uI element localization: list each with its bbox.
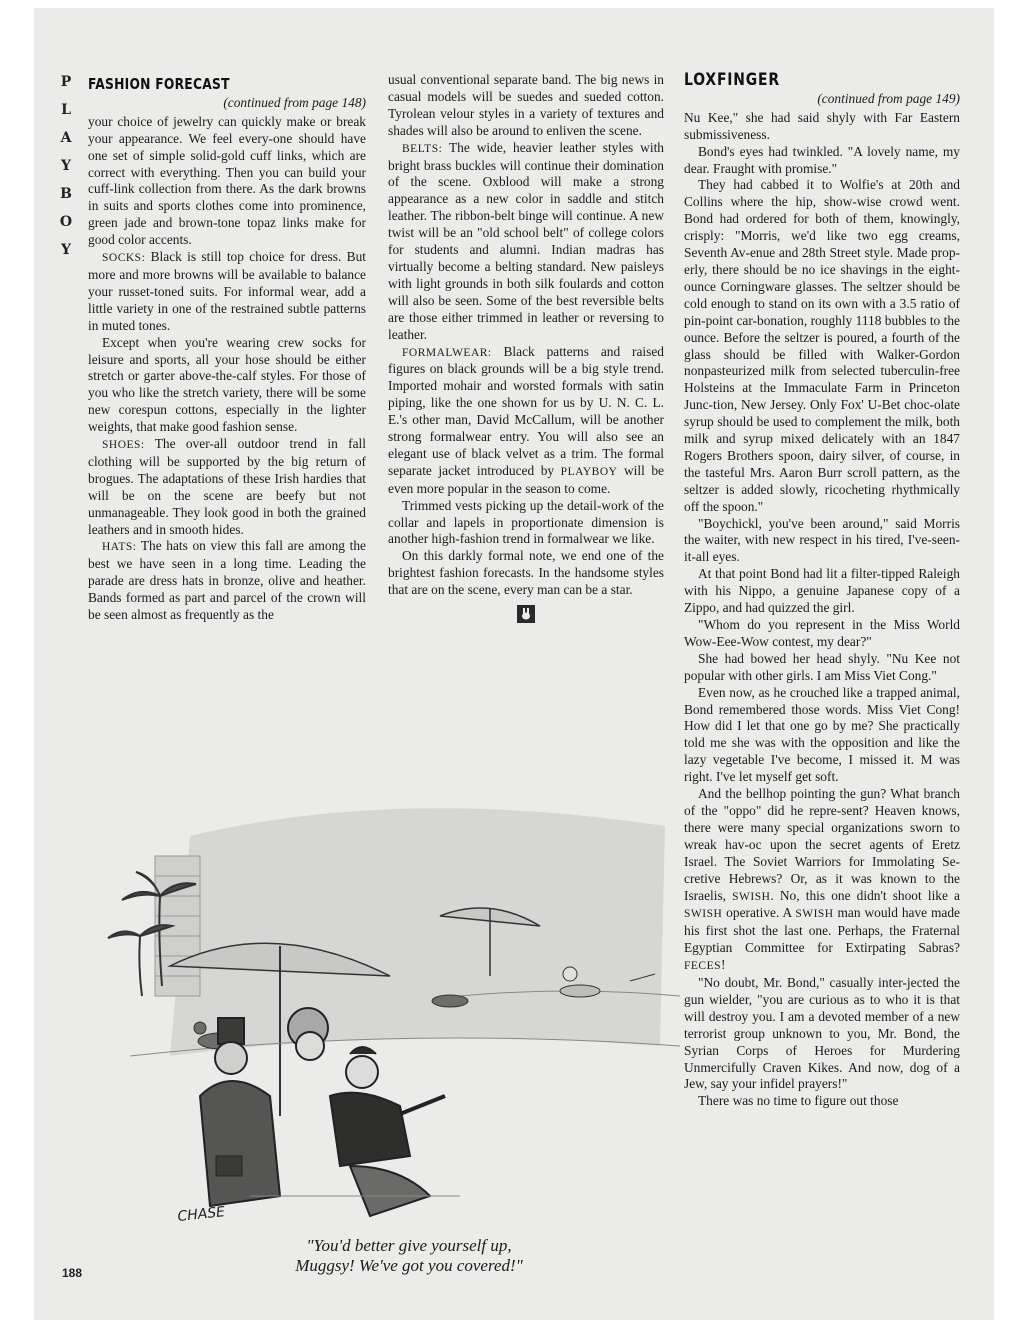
- continued-note: (continued from page 149): [817, 90, 960, 106]
- section-heading: LOXFINGER: [684, 70, 780, 90]
- paragraph-shoes: [88, 436, 366, 538]
- paragraph: usual conventional separate band. The big news in casual models will be suedes and sueded cotton. Tyrolean velour styles in a variety of textures and shades will also be around to enliven the scene.: [388, 72, 664, 138]
- page-number: 188: [62, 1266, 83, 1280]
- paragraph-text: Black is still top choice for dress. But more and more browns will be available to balance your russet-toned suits. For informal wear, add a little variety in one of the restrained subtle patterns in muted tones.: [88, 249, 366, 333]
- acronym: SWISH: [795, 908, 834, 921]
- paragraph: "No doubt, Mr. Bond," casually inter-jected the gun wielder, "you are curious as to who it is that will destroy you. I am a devoted member of a new terrorist group unknown to you, Mr. Bond, the Syrian Corps of Heroes for Murdering Unmercifully Craven Kikes. And now, dog of a Jew, say your infidel prayers!": [684, 975, 960, 1092]
- paragraph: They had cabbed it to Wolfie's at 20th and Collins where the hip, show-wise crowd went. Bond had ordered for both of them, knowingly, crisply: "Morris, we'd like two egg creams, Seventh Av-enue and 28th Street style. Made prop-erly, there should be no ice shavings in the eight-ounce Corningware glasses. The seltzer should be cold enough to stand on its own with a 3.5 ratio of pin-point car-bonation, roughly 1118 bubbles to the ounce. Before the seltzer is poured, a fourth of the glass should be filled with Walker-Gordon nonpasteurized milk from selected tuberculin-free Holsteins at the Immaculate Farm in Princeton Junc-tion, New Jersey. Only Fox' U-Bet choc-olate syrup should be used to complement the milk, both milk and syrup mixed delicately with an 1847 Rogers Brothers spoon, dairy silver, of course, in the tasteful Mrs. Aaron Burr scroll pattern, as the seltzer is added slowly, ricocheting rhythmically off the spoon.": [684, 177, 960, 514]
- paragraph-text: The hats on view this fall are among the best we have seen in a long time. Leading the parade are dress hats in bronze, olive and heather. Bands formed as part and parcel of the crown will be seen almost as frequently as the: [88, 538, 366, 623]
- paragraph-text: will be even more popular in the season to come.: [388, 462, 664, 496]
- magazine-page: [34, 8, 994, 1320]
- paragraph-belts: [388, 140, 664, 344]
- paragraph: Except when you're wearing crew socks for leisure and sports, all your hose should be either stretch or garter above-the-calf styles. For those of you who like the stretch variety, there will be some new corespun cottons, especially in the lighter weights, that make good fashion sense.: [88, 334, 366, 435]
- acronym: FECES: [684, 960, 722, 973]
- masthead-vertical: PLAYBOY: [59, 74, 73, 258]
- column-loxfinger: [684, 72, 960, 1110]
- paragraph: your choice of jewelry can quickly make or break your appearance. We feel every-one should have one set of simple solid-gold cuff links, which are correct with everything. Then you can build your cuff-link collection from there. As the dark browns in suits and sports clothes come into prominence, green jade and brown-tone topaz links make for good color accents.: [88, 113, 366, 248]
- paragraph-text: man would have made his first shot the last one. Perhaps, the Fraternal Egyptian Committee for Extirpating Sabras?: [684, 905, 960, 956]
- run-in-label: SHOES:: [102, 439, 145, 452]
- run-in-label: FORMALWEAR:: [402, 346, 492, 359]
- paragraph: [684, 786, 960, 975]
- paragraph-text: Black patterns and raised figures on black grounds will be a big style trend. Imported mohair and worsted formals with satin piping, like the one shown for us by U. N. C. L. E.'s other man, David McCallum, will be another strong formalwear entry. You will also see an elegant use of black velvet as a trim. The formal separate jacket introduced by: [388, 343, 664, 478]
- run-in-label: HATS:: [102, 541, 137, 554]
- paragraph: Bond's eyes had twinkled. "A lovely name, my dear. Fraught with promise.": [684, 143, 960, 176]
- paragraph-text: And the bellhop pointing the gun? What branch of the "oppo" did he repre-sent? Heaven knows, there were many special organizations sworn to wreak hav-oc upon the secret agents of Eretz Israel. The Soviet Warriors for Immolating Se-cretive Hebrews? Or, as it was known to the Israelis,: [684, 786, 960, 903]
- column-fashion-forecast-cont: [388, 72, 664, 628]
- magazine-name: PLAYBOY: [560, 465, 618, 478]
- paragraph: At that point Bond had lit a filter-tipped Raleigh with his Nippo, a genuine Japanese copy of a Zippo, and had quizzed the girl.: [684, 566, 960, 616]
- paragraph-text: !: [721, 957, 726, 973]
- paragraph-text: operative. A: [722, 905, 796, 921]
- paragraph: There was no time to figure out those: [698, 1093, 899, 1109]
- paragraph-socks: [88, 249, 366, 335]
- paragraph: Trimmed vests picking up the detail-work of the collar and lapels in proportionate dimension is another high-fashion trend in formalwear we like.: [388, 497, 664, 547]
- cartoon-caption: [234, 1236, 584, 1276]
- radio-icon: [216, 1156, 242, 1176]
- beach-cartoon-illustration: [100, 796, 680, 1236]
- paragraph: "Whom do you represent in the Miss World Wow-Eee-Wow contest, my dear?": [684, 617, 960, 649]
- artist-signature: CHASE: [176, 1204, 226, 1225]
- paragraph: She had bowed her head shyly. "Nu Kee not popular with other girls. I am Miss Viet Cong.": [684, 650, 960, 683]
- paragraph: On this darkly formal note, we end one of the brightest fashion forecasts. In the handsome styles that are on the scene, every man can be a star.: [388, 548, 664, 598]
- continued-note: (continued from page 148): [223, 94, 366, 110]
- run-in-label: BELTS:: [402, 142, 443, 155]
- acronym: SWISH: [732, 890, 771, 903]
- paragraph-hats: [88, 538, 366, 624]
- paragraph: "Boychickl, you've been around," said Morris the waiter, with new respect in his tired, I've-seen-it-all eyes.: [684, 515, 960, 565]
- column-fashion-forecast: [88, 76, 366, 624]
- paragraph-text: The over-all outdoor trend in fall clothing will be supported by the big return of brogues. The adaptations of these Irish hardies that will be on the scene are beefy but not unmanageable. They look good in both the grained leathers and in smooth hides.: [88, 436, 366, 537]
- rabbit-head-icon: [517, 605, 535, 623]
- paragraph: Nu Kee," she had said shyly with Far Eastern submissiveness.: [684, 109, 960, 142]
- acronym: SWISH: [684, 908, 723, 921]
- paragraph-text: The wide, heavier leather styles with bright brass buckles will continue their domination of the scene. Oxblood will make a strong appearance as a new color in saddle and stitch leather. The ribbon-belt binge will continue. A new twist will be an "old school belt" of college colors for students and alumni. Indian madras has virtually become a belting standard. New paisleys with light grounds in both silk foulards and cotton will also be seen. Some of the best reversible belts are those either trimmed in leather or reversing to leather.: [388, 139, 664, 342]
- section-heading: FASHION FORECAST: [88, 75, 230, 93]
- end-mark: [388, 605, 664, 628]
- run-in-label: SOCKS:: [102, 252, 146, 265]
- paragraph-text: . No, this one didn't shoot like a: [770, 887, 960, 903]
- caption-line: "You'd better give yourself up,: [306, 1236, 512, 1255]
- paragraph: Even now, as he crouched like a trapped animal, Bond remembered those words. Miss Viet Cong! How did I let that one go by me? She practically told me she was with the opposition and like the lazy vegetable I've become, I missed it. M was right. I've let myself get soft.: [684, 684, 960, 785]
- caption-line: Muggsy! We've got you covered!": [295, 1256, 523, 1275]
- paragraph-formalwear: [388, 344, 664, 498]
